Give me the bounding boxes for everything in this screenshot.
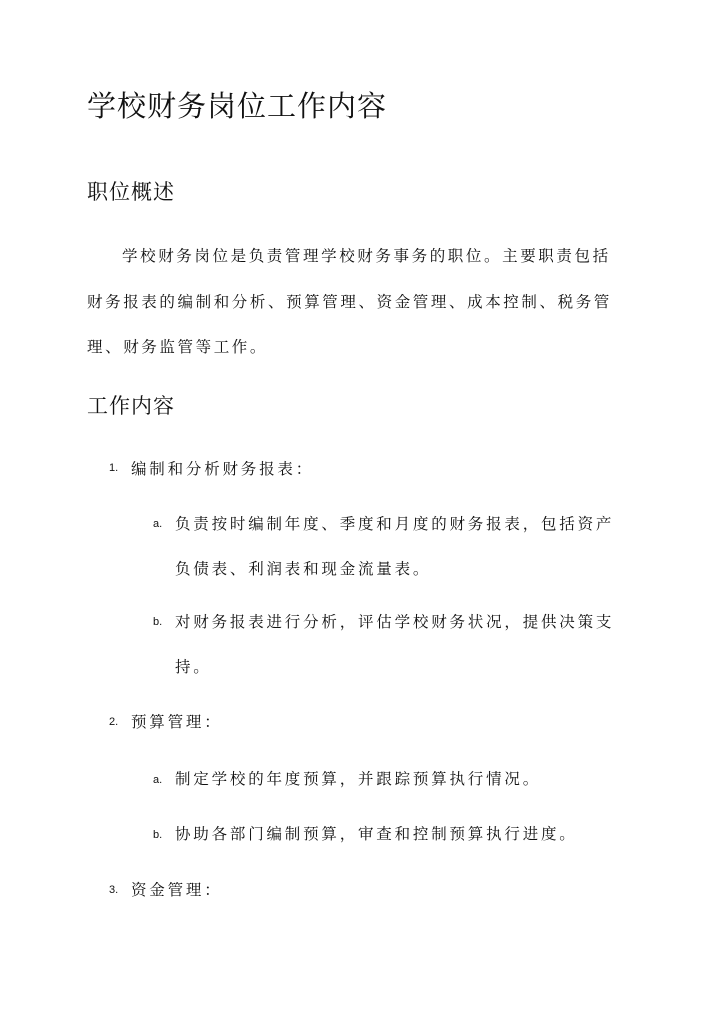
sublist-letter: b. [153,829,163,841]
paragraph-line: 财务报表的编制和分析、预算管理、资金管理、成本控制、税务管 [87,293,612,311]
list-item-text: 资金管理： [131,881,223,899]
list-item-text: 预算管理： [131,713,223,731]
list-item-text: 编制和分析财务报表： [131,460,315,478]
sublist-letter: a. [153,774,163,786]
sublist-letter: b. [153,616,163,628]
sublist-item-text: 协助各部门编制预算，审查和控制预算执行进度。 [175,825,578,843]
sublist-item-text: 负债表、利润表和现金流量表。 [175,560,432,578]
sublist-item-text: 对财务报表进行分析，评估学校财务状况，提供决策支 [175,613,615,631]
sublist-item-text: 负责按时编制年度、季度和月度的财务报表，包括资产 [175,515,615,533]
sublist-letter: a. [153,518,163,530]
list-number: 2. [109,716,119,728]
section-heading-overview: 职位概述 [87,180,175,204]
list-number: 3. [109,884,119,896]
section-heading-work-content: 工作内容 [87,394,175,418]
paragraph-line: 学校财务岗位是负责管理学校财务事务的职位。主要职责包括 [122,247,611,265]
list-number: 1. [109,462,119,474]
sublist-item-text: 制定学校的年度预算，并跟踪预算执行情况。 [175,770,542,788]
paragraph-line: 理、财务监管等工作。 [87,338,269,356]
document-title: 学校财务岗位工作内容 [87,89,388,123]
sublist-item-text: 持。 [175,658,212,676]
